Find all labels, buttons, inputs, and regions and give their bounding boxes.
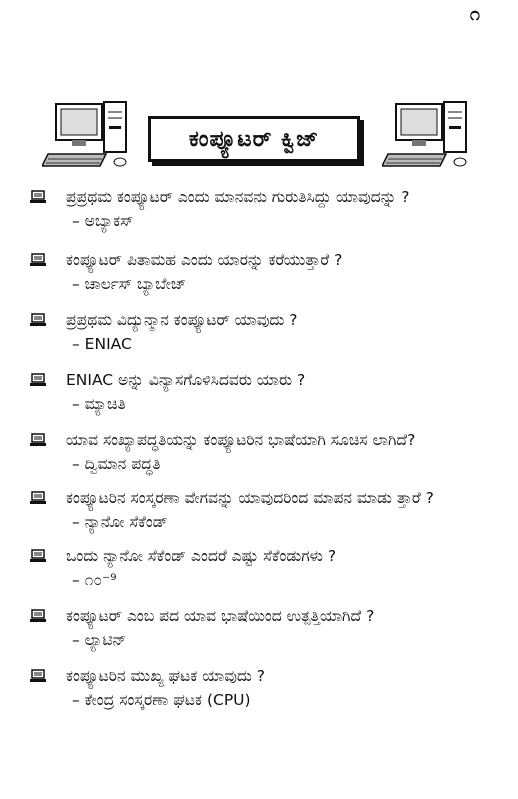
computer-icon xyxy=(30,312,46,331)
quiz-answer: – ಅಬ್ಯಾಕಸ್ xyxy=(72,212,134,230)
quiz-item xyxy=(28,368,498,416)
quiz-item xyxy=(28,185,498,233)
quiz-answer: – ಲ್ಯಾಟಿನ್ xyxy=(72,631,127,649)
quiz-question: ಕಂಪ್ಯೂಟರಿನ ಸಂಸ್ಕರಣಾ ವೇಗವನ್ನು ಯಾವುದರಿಂದ ಮಾಪನ ಮಾಡು ತ್ತಾರೆ ? xyxy=(66,489,434,507)
quiz-question: ENIAC ಅನ್ನು ವಿನ್ಯಾಸಗೊಳಿಸಿದವರು ಯಾರು ? xyxy=(66,371,306,389)
computer-icon xyxy=(30,490,46,509)
quiz-list xyxy=(28,185,498,712)
computer-icon xyxy=(30,252,46,271)
desktop-computer-icon xyxy=(382,98,478,176)
quiz-question: ಯಾವ ಸಂಖ್ಯಾಪದ್ಧತಿಯನ್ನು ಕಂಪ್ಯೂಟರಿನ ಭಾಷೆಯಾಗಿ ಸೂಚಿಸ ಲಾಗಿದೆ? xyxy=(66,431,416,449)
quiz-question: ಪ್ರಪ್ರಥಮ ಕಂಪ್ಯೂಟರ್ ಎಂದು ಮಾನವನು ಗುರುತಿಸಿದ್ದು ಯಾವುದನ್ನು ? xyxy=(66,188,410,206)
quiz-answer: – ಚಾರ್ಲಸ್ ಬ್ಯಾಬೇಜ್ xyxy=(72,275,187,293)
computer-icon xyxy=(30,372,46,391)
quiz-answer: – ೧೦⁻⁹ xyxy=(72,571,117,589)
page-title: ಕಂಪ್ಯೂಟರ್ ಕ್ವಿಜ್ xyxy=(148,116,360,162)
quiz-item xyxy=(28,308,498,356)
page-number: ೧ xyxy=(469,4,480,25)
quiz-item xyxy=(28,664,498,712)
quiz-answer: – ದ್ವಿಮಾನ ಪದ್ಧತಿ xyxy=(72,455,161,473)
computer-icon xyxy=(30,548,46,567)
computer-icon xyxy=(30,189,46,208)
computer-icon xyxy=(30,668,46,687)
quiz-answer: – ನ್ಯಾನೋ ಸೆಕೆಂಡ್ xyxy=(72,513,168,531)
quiz-question: ಕಂಪ್ಯೂಟರ್ ಎಂಬ ಪದ ಯಾವ ಭಾಷೆಯಿಂದ ಉತ್ಪತ್ತಿಯಾಗಿದೆ ? xyxy=(66,607,375,625)
desktop-computer-icon xyxy=(42,98,138,176)
quiz-question: ಕಂಪ್ಯೂಟರಿನ ಮುಖ್ಯ ಘಟಕ ಯಾವುದು ? xyxy=(66,667,266,685)
quiz-item xyxy=(28,544,498,592)
quiz-item xyxy=(28,248,498,296)
quiz-item xyxy=(28,428,498,476)
quiz-answer: – ENIAC xyxy=(72,335,132,353)
quiz-question: ಕಂಪ್ಯೂಟರ್ ಪಿತಾಮಹ ಎಂದು ಯಾರನ್ನು ಕರೆಯುತ್ತಾರೆ ? xyxy=(66,251,343,269)
quiz-answer: – ಮ್ಯಾಚಿತಿ xyxy=(72,395,126,413)
page-header xyxy=(0,98,518,178)
computer-icon xyxy=(30,432,46,451)
quiz-item xyxy=(28,604,498,652)
quiz-item xyxy=(28,486,498,534)
quiz-answer: – ಕೇಂದ್ರ ಸಂಸ್ಕರಣಾ ಘಟಕ (CPU) xyxy=(72,691,251,709)
quiz-question: ಪ್ರಪ್ರಥಮ ವಿದ್ಯುನ್ಮಾನ ಕಂಪ್ಯೂಟರ್ ಯಾವುದು ? xyxy=(66,311,298,329)
quiz-question: ಒಂದು ನ್ಯಾನೋ ಸೆಕೆಂಡ್ ಎಂದರೆ ಎಷ್ಟು ಸೆಕೆಂಡುಗಳು ? xyxy=(66,547,337,565)
computer-icon xyxy=(30,608,46,627)
